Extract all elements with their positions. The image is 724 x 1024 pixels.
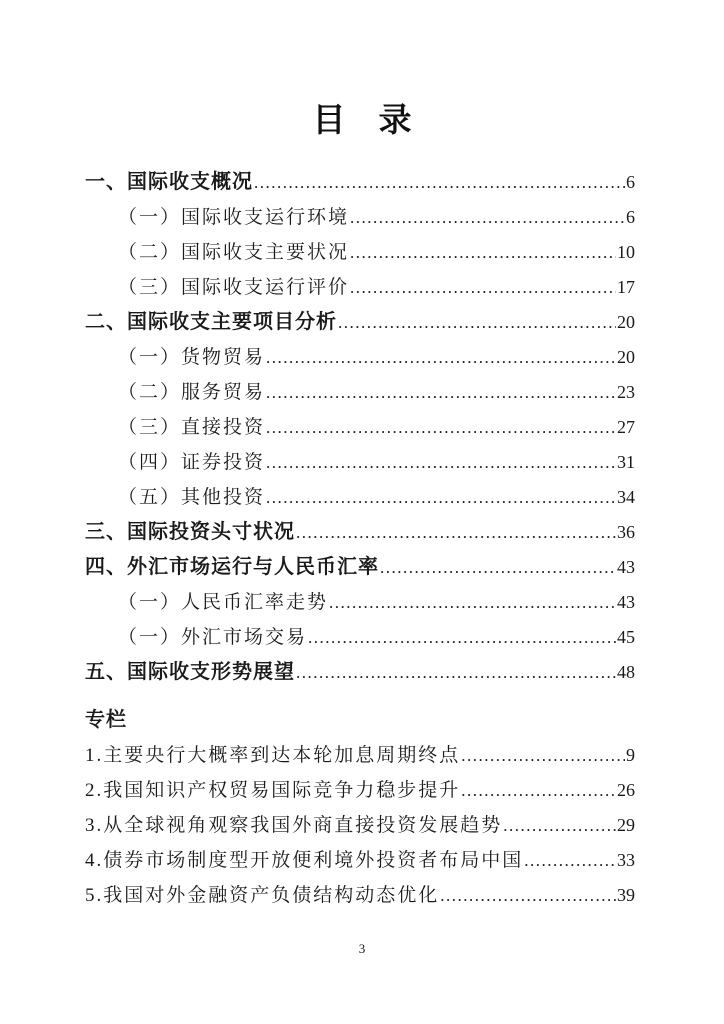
page-number-footer: 3 bbox=[358, 941, 366, 956]
toc bbox=[85, 165, 635, 690]
toc-entry[interactable] bbox=[85, 738, 635, 773]
toc-entry-page: 43 bbox=[617, 592, 635, 612]
toc-entry-label: 2.我国知识产权贸易国际竞争力稳步提升 bbox=[85, 780, 461, 801]
toc-dot-leader bbox=[296, 655, 616, 690]
toc-entry-page: 20 bbox=[617, 312, 635, 332]
toc-entry-page: 17 bbox=[617, 277, 635, 297]
toc-dot-leader bbox=[254, 165, 625, 200]
toc-entry-page: 10 bbox=[617, 242, 635, 262]
toc-entry-label: （三）国际收支运行评价 bbox=[118, 277, 350, 298]
toc-entry-label: （三）直接投资 bbox=[118, 417, 266, 438]
toc-dot-leader bbox=[338, 305, 616, 340]
toc-dot-leader bbox=[266, 480, 616, 515]
toc-entry-page: 29 bbox=[617, 815, 635, 835]
toc-entry-page: 45 bbox=[617, 627, 635, 647]
toc-entry-page: 6 bbox=[626, 207, 635, 227]
toc-entry-page: 43 bbox=[617, 557, 635, 577]
toc-dot-leader bbox=[350, 200, 625, 235]
toc-entry-page: 26 bbox=[617, 780, 635, 800]
toc-entry[interactable] bbox=[85, 445, 635, 480]
column-section bbox=[85, 703, 635, 913]
toc-entry-label: 五、国际收支形势展望 bbox=[85, 661, 295, 683]
toc-entry[interactable] bbox=[85, 165, 635, 200]
toc-entry[interactable] bbox=[85, 410, 635, 445]
toc-dot-leader bbox=[503, 808, 616, 843]
toc-entry[interactable] bbox=[85, 843, 635, 878]
toc-entry[interactable] bbox=[85, 340, 635, 375]
toc-entry-label: （一）外汇市场交易 bbox=[118, 627, 308, 648]
toc-entry-page: 31 bbox=[617, 452, 635, 472]
toc-entry-page: 6 bbox=[626, 172, 635, 192]
toc-dot-leader bbox=[350, 270, 616, 305]
toc-entry[interactable] bbox=[85, 480, 635, 515]
toc-entry-label: 三、国际投资头寸状况 bbox=[85, 521, 295, 543]
toc-entry[interactable] bbox=[85, 550, 635, 585]
toc-entry-label: （一）国际收支运行环境 bbox=[118, 207, 350, 228]
toc-entry-page: 34 bbox=[617, 487, 635, 507]
toc-entry-page: 36 bbox=[617, 522, 635, 542]
toc-entry-label: （五）其他投资 bbox=[118, 487, 266, 508]
toc-entry-label: （二）国际收支主要状况 bbox=[118, 242, 350, 263]
toc-entry-page: 23 bbox=[617, 382, 635, 402]
toc-dot-leader bbox=[461, 773, 616, 808]
toc-dot-leader bbox=[440, 878, 616, 913]
toc-dot-leader bbox=[266, 375, 616, 410]
column-section-heading: 专栏 bbox=[85, 709, 127, 731]
toc-dot-leader bbox=[329, 585, 616, 620]
toc-entry[interactable] bbox=[85, 515, 635, 550]
toc-entry-label: 5.我国对外金融资产负债结构动态优化 bbox=[85, 885, 440, 906]
toc-entry-page: 48 bbox=[617, 662, 635, 682]
toc-entry[interactable] bbox=[85, 235, 635, 270]
toc-entry-label: 四、外汇市场运行与人民币汇率 bbox=[85, 556, 379, 578]
toc-entry-page: 20 bbox=[617, 347, 635, 367]
toc-entry[interactable] bbox=[85, 878, 635, 913]
toc-dot-leader bbox=[524, 843, 616, 878]
toc-dot-leader bbox=[296, 515, 616, 550]
toc-entry-label: （一）人民币汇率走势 bbox=[118, 592, 329, 613]
toc-entry-page: 27 bbox=[617, 417, 635, 437]
toc-entry[interactable] bbox=[85, 585, 635, 620]
toc-entry-label: （四）证券投资 bbox=[118, 452, 266, 473]
toc-entry-label: （一）货物贸易 bbox=[118, 347, 266, 368]
toc-entry[interactable] bbox=[85, 773, 635, 808]
toc-entry-page: 33 bbox=[617, 850, 635, 870]
toc-entry[interactable] bbox=[85, 200, 635, 235]
column-list bbox=[85, 738, 635, 913]
toc-entry[interactable] bbox=[85, 375, 635, 410]
toc-dot-leader bbox=[461, 738, 625, 773]
toc-entry[interactable] bbox=[85, 620, 635, 655]
toc-entry-page: 39 bbox=[617, 885, 635, 905]
page-title: 目 录 bbox=[312, 101, 412, 138]
toc-dot-leader bbox=[308, 620, 616, 655]
toc-entry[interactable] bbox=[85, 305, 635, 340]
toc-entry-label: 一、国际收支概况 bbox=[85, 171, 253, 193]
toc-entry-label: 4.债券市场制度型开放便利境外投资者布局中国 bbox=[85, 850, 524, 871]
toc-entry-page: 9 bbox=[626, 745, 635, 765]
toc-entry-label: 二、国际收支主要项目分析 bbox=[85, 311, 337, 333]
toc-entry[interactable] bbox=[85, 270, 635, 305]
toc-entry[interactable] bbox=[85, 808, 635, 843]
toc-entry[interactable] bbox=[85, 655, 635, 690]
toc-dot-leader bbox=[380, 550, 616, 585]
toc-dot-leader bbox=[266, 340, 616, 375]
toc-dot-leader bbox=[350, 235, 616, 270]
toc-dot-leader bbox=[266, 410, 616, 445]
toc-entry-label: 3.从全球视角观察我国外商直接投资发展趋势 bbox=[85, 815, 503, 836]
toc-entry-label: （二）服务贸易 bbox=[118, 382, 266, 403]
toc-entry-label: 1.主要央行大概率到达本轮加息周期终点 bbox=[85, 745, 461, 766]
toc-dot-leader bbox=[266, 445, 616, 480]
